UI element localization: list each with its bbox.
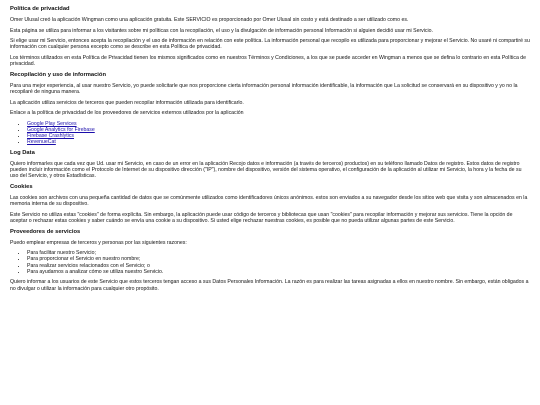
cookies-heading: Cookies: [10, 183, 33, 190]
collection-paragraph-1: Para una mejor experiencia, al usar nuestro Servicio, yo puede solicitarle que nos proporcione cierta información personal información identificable, la información que La solicitud se conservará en su dispositivo y yo no la recopilaré de ninguna manera.: [10, 82, 518, 95]
list-item: [27, 139, 530, 145]
cookies-paragraph-2: Este Servicio no utiliza estas "cookies" de forma explícita. Sin embargo, la aplicación puede usar código de terceros y bibliotecas que usan "cookies" para recopilar información y mejorar sus servicios. Tiene la opción de aceptar o rechazar estas cookies y saber cuándo se envía una cookie a su dispositivo. Si usted elige rechazar nuestras cookies, es posible que no pueda utilizar algunas partes de este Servicio.: [10, 211, 513, 224]
list-item: • Para realizar servicios relacionados con el Servicio; o: [27, 263, 530, 269]
list-item: • Para proporcionar el Servicio en nuestro nombre;: [27, 256, 530, 262]
page-title: Política de privacidad: [10, 6, 70, 12]
intro-paragraph-1: Omer Ulusal creó la aplicación Wingman como una aplicación gratuita. Este SERVICIO es proporcionado por Omer Ulusal sin costo y está destinado a ser utilizado como es.: [10, 17, 409, 23]
collection-paragraph-3: Enlace a la política de privacidad de los proveedores de servicios externos utilizados por la aplicación: [10, 110, 244, 117]
providers-closing-paragraph: Quiero informar a los usuarios de este Servicio que estos terceros tengan acceso a sus Datos Personales Información. La razón es para realizar las tareas asignadas a ellos en nuestro nombre. Sin embargo, están obligados a no divulgar o utilizar la información para cualquier otro propósito.: [10, 279, 529, 292]
link-google-play-services[interactable]: Google Play Services: [27, 120, 77, 127]
intro-paragraph-2: Esta página se utiliza para informar a los visitantes sobre mi políticas con la recopilación, el uso y la divulgación de información personal Información si alguien decidió usar mi Servicio.: [10, 27, 433, 34]
log-data-paragraph: Quiero informarles que cada vez que Ud. usar mi Servicio, en caso de un error en la aplicación Recojo datos e información (a través de terceros) productos) en su teléfono llamado Datos de registro. Estos datos de registro pueden incluir información como el Protocolo de Internet de su dispositivo dirección ("IP"), nombre del dispositivo, versión del sistema operativo, el configuración de la aplicación al utilizar mi Servicio, la hora y la fecha de su uso del Servicio, y otros Estadísticas.: [10, 160, 522, 180]
providers-heading: Proveedores de servicios: [10, 228, 81, 235]
list-item: • Para ayudarnos a analizar cómo se utiliza nuestro Servicio.: [27, 269, 530, 275]
intro-paragraph-3: Si elige usar mi Servicio, entonces acepta la recopilación y el uso de información en relación con este política. La información personal que recopilo es utilizada para proporcionar y mejorar el Servicio. No usaré ni compartiré su información con cualquier persona excepto como se describe en esta Política de privacidad.: [10, 38, 530, 51]
providers-intro: Puedo emplear empresas de terceros y personas por las siguientes razones:: [10, 239, 187, 246]
log-data-heading: Log Data: [10, 149, 35, 156]
intro-paragraph-4: Los términos utilizados en esta Política de Privacidad tienen los mismos significados como en nuestros Términos y Condiciones, a los que se puede acceder en Wingman a menos que se defina lo contrario en esta Política de privacidad.: [10, 54, 527, 68]
collection-heading: Recopilación y uso de información: [10, 71, 106, 78]
providers-reasons-list: [10, 250, 530, 275]
link-revenuecat[interactable]: RevenueCat: [27, 139, 56, 146]
third-party-links-list: [10, 121, 530, 146]
list-item: • Para facilitar nuestro Servicio;: [27, 250, 530, 256]
link-firebase-crashlytics[interactable]: Firebase Crashlytics: [27, 133, 74, 140]
link-google-analytics-firebase[interactable]: Google Analytics for Firebase: [27, 126, 95, 133]
cookies-paragraph-1: Las cookies son archivos con una pequeña cantidad de datos que se comúnmente utilizados como identificadores únicos anónimos. estos son enviados a su navegador desde los sitios web que visita y son almacenados en la memoria interna de su dispositivo.: [10, 194, 528, 208]
collection-paragraph-2: La aplicación utiliza servicios de terceros que pueden recopilar información utilizada para identificarlo.: [10, 99, 244, 106]
